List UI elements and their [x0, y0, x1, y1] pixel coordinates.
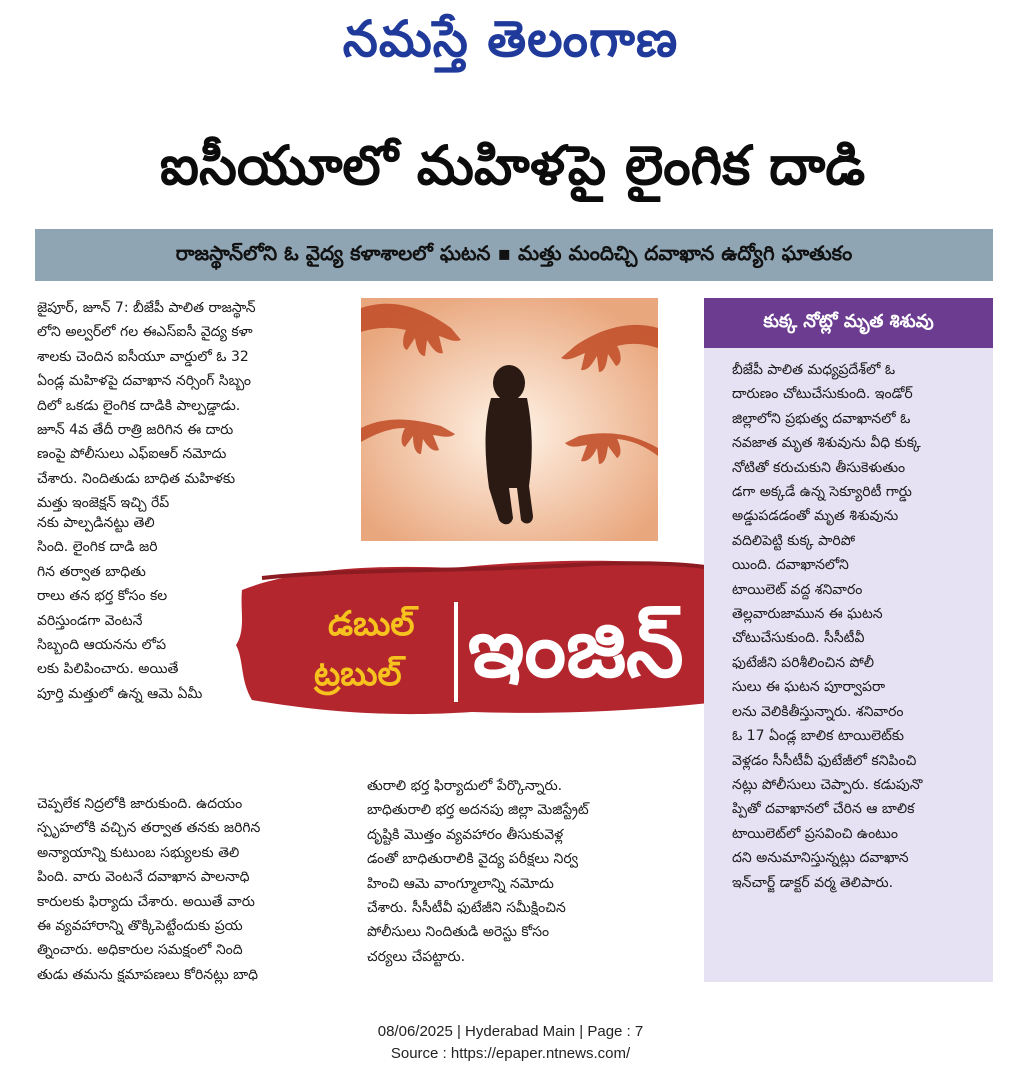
article-line: ఈ వ్యవహారాన్ని తొక్కిపెట్టేందుకు ప్రయ [37, 918, 243, 935]
article-line: ఏండ్ల మహిళపై దవాఖాన నర్సింగ్ సిబ్బం [37, 373, 252, 390]
sidebar-line: డగా అక్కడే ఉన్న సెక్యూరిటీ గార్డు [732, 484, 912, 501]
article-line: పింది. వారు వెంటనే దవాఖాన పాలనాధి [37, 869, 250, 886]
article-line: స్పృహలోకి వచ్చిన తర్వాత తనకు జరిగిన [37, 820, 261, 837]
sidebar-line: ఓ 17 ఏండ్ల బాలిక టాయిలెట్‌కు [732, 728, 905, 745]
article-line: డంతో బాధితురాలికి వైద్య పరీక్షలు నిర్వ [367, 851, 579, 868]
page-footer [0, 1021, 1021, 1065]
banner-engine-text: ఇంజిన్ [468, 601, 684, 696]
sidebar-line: సులు ఈ ఘటన పూర్వాపరా [732, 679, 886, 696]
sidebar-line: ఇన్‌చార్జ్ డాక్టర్ వర్మ తెలిపారు. [732, 874, 894, 891]
sidebar-line: దని అనుమానిస్తున్నట్లు దవాఖాన [732, 850, 909, 867]
article-line: త్నించారు. అధికారుల సమక్షంలో నింది [37, 942, 243, 959]
article-line: మత్తు ఇంజెక్షన్ ఇచ్చి రేప్ [37, 495, 170, 512]
sidebar-line: ప్పితో దవాఖానలో చేరిన ఆ బాలిక [732, 801, 915, 818]
sidebar-line: నట్లు పోలీసులు చెప్పారు. కడుపునొ [732, 776, 923, 793]
article-line: నకు పాల్పడినట్టు తెలి [37, 515, 155, 531]
article-column-narrow [37, 511, 232, 706]
article-line: సిబ్బంది ఆయనను లోప [37, 637, 167, 654]
article-column-bottom [37, 792, 347, 987]
sidebar-title: కుక్క నోట్లో మృత శిశువు [704, 298, 993, 348]
article-line: ణంపై పోలీసులు ఎఫ్ఐఆర్ నమోదు [37, 446, 227, 463]
article-line: దృష్టికి మొత్తం వ్యవహారం తీసుకువెళ్ల [367, 826, 564, 843]
article-line: శాలకు చెందిన ఐసీయూ వార్డులో ఓ 32 [37, 348, 249, 365]
banner-trouble-text: ట్రబుల్ [314, 654, 402, 694]
footer-date-edition: 08/06/2025 | Hyderabad Main | Page : 7 [377, 1023, 644, 1040]
article-line: పూర్తి మత్తులో ఉన్న ఆమె ఏమీ [37, 685, 203, 702]
article-line: తుడు తమను క్షమాపణలు కోరినట్లు బాధి [37, 966, 259, 983]
sidebar-line: యింది. దవాఖానలోని [732, 557, 849, 574]
article-line: జైపూర్, జూన్ 7: బీజేపీ పాలిత రాజస్థాన్ [37, 300, 256, 316]
sidebar-line: టాయిలెట్‌లో ప్రసవించి ఉంటుం [732, 825, 898, 842]
article-illustration [361, 298, 658, 541]
article-line: అన్యాయాన్ని కుటుంబ సభ్యులకు తెలి [37, 844, 240, 861]
article-line: కారులకు ఫిర్యాదు చేశారు. అయితే వారు [37, 893, 255, 910]
article-line: పోలీసులు నిందితుడి అరెస్టు కోసం [367, 924, 550, 941]
hands-reaching-woman-illustration-icon [361, 298, 658, 541]
banner-divider [454, 602, 458, 702]
article-line: హించి ఆమె వాంగ్మూలాన్ని నమోదు [367, 875, 554, 892]
article-line: చెప్పలేక నిద్రలోకి జారుకుంది. ఉదయం [37, 796, 243, 812]
article-column-middle [367, 774, 677, 969]
double-trouble-banner [232, 550, 752, 720]
banner-double-text: డబుల్ [328, 604, 415, 644]
sidebar-body [732, 358, 972, 895]
sidebar-box [704, 298, 993, 982]
sidebar-line: బీజేపీ పాలిత మధ్యప్రదేశ్‌లో ఓ [732, 362, 896, 378]
sidebar-line: తెల్లవారుజామున ఈ ఘటన [732, 606, 883, 623]
article-line: తురాలి భర్త ఫిర్యాదులో పేర్కొన్నారు. [367, 778, 563, 794]
sidebar-line: వెళ్లడం సీసీటీవీ ఫుటేజీలో కనిపించి [732, 752, 917, 769]
article-column-top [37, 296, 337, 516]
sidebar-line: నవజాత మృత శిశువును వీధి కుక్క [732, 435, 921, 452]
article-line: చేశారు. సీసీటీవీ ఫుటేజీని సమీక్షించిన [367, 900, 566, 917]
article-line: జూన్ 4వ తేదీ రాత్రి జరిగిన ఈ దారు [37, 422, 234, 439]
sidebar-line: దారుణం చోటుచేసుకుంది. ఇండోర్ [732, 386, 913, 403]
article-line: వరిస్తుండగా వెంటనే [37, 612, 143, 629]
sidebar-line: టాయిలెట్ వద్ద శనివారం [732, 581, 863, 598]
footer-source-link[interactable]: Source : https://epaper.ntnews.com/ [390, 1045, 631, 1062]
article-line: లకు పిలిపించారు. అయితే [37, 661, 179, 678]
sidebar-line: చోటుచేసుకుంది. సీసీటీవీ [732, 630, 865, 647]
sidebar-line: అడ్డుపడడంతో మృత శిశువును [732, 508, 899, 525]
article-line: దిలో ఒకడు లైంగిక దాడికి పాల్పడ్డాడు. [37, 397, 241, 414]
article-line: చర్యలు చేపట్టారు. [367, 948, 466, 965]
article-line: చేశారు. నిందితుడు బాధిత మహిళకు [37, 470, 236, 487]
article-line: గిన తర్వాత బాధితు [37, 563, 146, 580]
sidebar-line: నోటితో కరుచుకుని తీసుకెళుతుం [732, 459, 906, 476]
sidebar-line: వదిలిపెట్టి కుక్క పారిపో [732, 532, 855, 549]
sidebar-line: జిల్లాలోని ప్రభుత్వ దవాఖానలో ఓ [732, 410, 911, 427]
article-line: లోని అల్వర్‌లో గల ఈఎస్‌ఐసీ వైద్య కళా [37, 324, 253, 341]
newspaper-masthead: నమస్తే తెలంగాణ [342, 9, 679, 68]
article-headline: ఐసీయూలో మహిళపై లైంగిక దాడి [159, 134, 866, 197]
sidebar-line: లను వెలికితీస్తున్నారు. శనివారం [732, 703, 904, 720]
article-line: రాలు తన భర్త కోసం కల [37, 588, 168, 605]
article-subheadline: రాజస్థాన్‌లోని ఓ వైద్య కళాశాలలో ఘటన ▪ మత్తు మందిచ్చి దవాఖాన ఉద్యోగి ఘాతుకం [35, 229, 993, 281]
sidebar-line: ఫుటేజీని పరిశీలించిన పోలీ [732, 654, 875, 671]
article-line: బాధితురాలి భర్త అదనపు జిల్లా మెజిస్ట్రేట్ [367, 802, 589, 819]
article-line: సింది. లైంగిక దాడి జరి [37, 539, 158, 556]
